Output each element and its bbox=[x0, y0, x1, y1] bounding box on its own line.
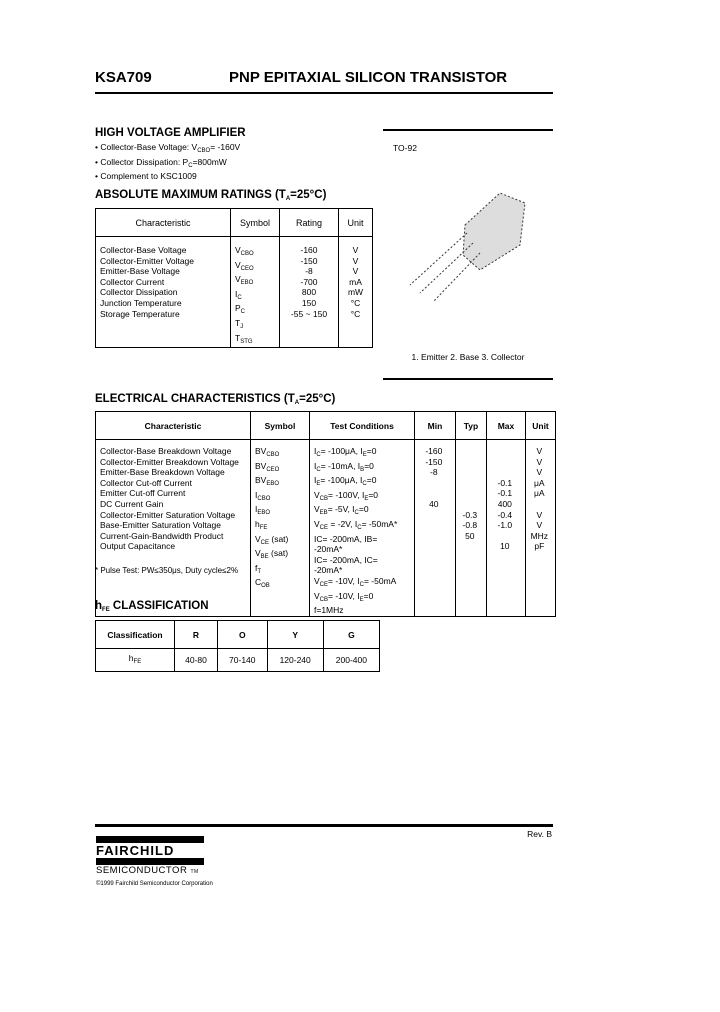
hfe-value: 40-80 bbox=[175, 649, 218, 672]
cell: -160 bbox=[425, 446, 445, 456]
cell bbox=[419, 531, 451, 542]
pin-labels: 1. Emitter 2. Base 3. Collector bbox=[411, 352, 525, 362]
cell: mA bbox=[349, 276, 362, 287]
column-u bbox=[339, 237, 373, 348]
cell: $I_C$ bbox=[235, 288, 242, 301]
cell bbox=[491, 457, 521, 468]
cell: V bbox=[536, 446, 545, 456]
cell: $T_J$ bbox=[235, 317, 244, 330]
col-header: Test Conditions bbox=[310, 412, 415, 440]
cell: V bbox=[352, 245, 359, 255]
cell: $V_{CB}= -100V$, $I_E=0$ bbox=[314, 489, 381, 502]
cell: Output Capacitance bbox=[100, 541, 178, 552]
cell: $h_{FE}$ bbox=[255, 518, 268, 531]
logo-text: FAIRCHILD bbox=[96, 843, 175, 858]
cell: $V_{EB}= -5V$, $I_C=0$ bbox=[314, 504, 371, 517]
cell: $I_{CBO}$ bbox=[255, 489, 271, 502]
part-number: KSA709 bbox=[95, 69, 152, 86]
cell bbox=[460, 488, 482, 499]
cell bbox=[419, 510, 451, 521]
col-header: Min bbox=[415, 412, 456, 440]
cell: -0.1 bbox=[497, 488, 515, 499]
cell bbox=[491, 446, 521, 457]
col-header: Symbol bbox=[251, 412, 310, 440]
header-rule bbox=[95, 92, 553, 94]
cell bbox=[419, 478, 451, 489]
column-c bbox=[96, 440, 251, 617]
cell: $f_T$ bbox=[255, 562, 262, 575]
column-c bbox=[96, 237, 231, 348]
col-header: Symbol bbox=[231, 209, 280, 237]
cell: -0.8 bbox=[462, 520, 480, 531]
cell: Base-Emitter Saturation Voltage bbox=[100, 520, 224, 531]
cell: Storage Temperature bbox=[100, 308, 180, 319]
electrical-table bbox=[95, 411, 556, 617]
cell: Collector-Emitter Voltage bbox=[100, 255, 195, 266]
cell: 800 bbox=[301, 287, 317, 298]
cell: Collector Current bbox=[100, 276, 165, 287]
feature-list bbox=[95, 142, 240, 182]
cell: $I_C= -100\mu A$, $I_E=0$ bbox=[314, 446, 379, 458]
cell: mW bbox=[347, 287, 364, 298]
hfe-title: $h_{FE}$ CLASSIFICATION bbox=[95, 600, 209, 613]
cell: $I_{EBO}$ bbox=[255, 504, 271, 517]
cell: Current-Gain-Bandwidth Product bbox=[100, 530, 226, 541]
cell: $BV_{CBO}$ bbox=[255, 446, 280, 458]
hfe-table bbox=[95, 620, 380, 672]
cell: Emitter-Base Voltage bbox=[100, 266, 180, 277]
cell bbox=[460, 446, 482, 457]
col-header: Max bbox=[487, 412, 526, 440]
cell: Collector-Emitter Saturation Voltage bbox=[100, 509, 238, 520]
cell: $V_{CE} = -2V$, $I_C= -50mA*$ bbox=[314, 518, 400, 531]
column-s bbox=[231, 237, 280, 348]
cell: Emitter Cut-off Current bbox=[100, 488, 188, 499]
cell: DC Current Gain bbox=[100, 498, 166, 509]
cell: $V_{CE}= -10V$, $I_C= -50mA$ bbox=[314, 575, 399, 588]
cell bbox=[419, 488, 451, 499]
cell bbox=[460, 457, 482, 468]
cell: -0.3 bbox=[462, 509, 480, 520]
cell: IC= -200mA, IB= -20mA* bbox=[314, 533, 378, 555]
cell: -1.0 bbox=[497, 520, 515, 531]
cell bbox=[419, 541, 451, 552]
cell: V bbox=[536, 456, 545, 467]
cell: 40 bbox=[429, 498, 441, 509]
cell bbox=[419, 520, 451, 531]
cell: Collector Cut-off Current bbox=[100, 477, 195, 488]
cell: Emitter-Base Breakdown Voltage bbox=[100, 467, 228, 478]
cell bbox=[530, 499, 551, 510]
package-bottom-rule bbox=[383, 378, 553, 380]
abs-max-title: ABSOLUTE MAXIMUM RATINGS $(T_A=25^\circ C)$ bbox=[95, 189, 327, 202]
feature-item: • Collector Dissipation: $P_C=800mW$ bbox=[95, 156, 227, 169]
column-u bbox=[526, 440, 556, 617]
cell: -8 bbox=[305, 266, 313, 277]
cell: $I_E= -100\mu A$, $I_C=0$ bbox=[314, 475, 379, 488]
feature-item: • Collector-Base Voltage: $V_{CBO}= -160V$ bbox=[95, 142, 241, 154]
cell: -700 bbox=[300, 276, 318, 287]
cell: 10 bbox=[500, 541, 512, 552]
package-top-rule bbox=[383, 129, 553, 131]
col-header: O bbox=[217, 621, 267, 649]
cell: -150 bbox=[300, 255, 318, 266]
cell bbox=[460, 467, 482, 478]
cell: $V_{CB}= -10V$, $I_E=0$ bbox=[314, 590, 376, 603]
row-label: $h_{FE}$ bbox=[96, 649, 175, 672]
hfe-value: 70-140 bbox=[217, 649, 267, 672]
cell: Collector-Base Breakdown Voltage bbox=[100, 446, 234, 456]
cell: Junction Temperature bbox=[100, 297, 182, 308]
cell: MHz bbox=[530, 530, 551, 541]
cell: $V_{CBO}$ bbox=[235, 245, 254, 257]
cell bbox=[491, 531, 521, 542]
cell: μA bbox=[534, 488, 547, 499]
col-header: Y bbox=[267, 621, 323, 649]
cell: $BV_{CEO}$ bbox=[255, 460, 280, 473]
cell: $V_{EBO}$ bbox=[235, 274, 254, 287]
cell: Collector Dissipation bbox=[100, 287, 178, 298]
cell: V bbox=[536, 467, 545, 478]
cell: f=1MHz bbox=[314, 605, 344, 616]
cell: °C bbox=[350, 308, 361, 319]
trademark: TM bbox=[190, 869, 199, 875]
cell: $T_{STG}$ bbox=[235, 332, 253, 345]
elec-title: ELECTRICAL CHARACTERISTICS $(T_A=25^\circ C)$ bbox=[95, 393, 336, 406]
col-header: Rating bbox=[280, 209, 339, 237]
cell: -0.1 bbox=[497, 477, 515, 488]
cell bbox=[460, 499, 482, 510]
cell: V bbox=[352, 255, 359, 266]
cell: 400 bbox=[497, 498, 515, 509]
col-header: Unit bbox=[526, 412, 556, 440]
col-header: G bbox=[323, 621, 379, 649]
logo-subtext: SEMICONDUCTOR bbox=[96, 865, 188, 876]
cell bbox=[460, 478, 482, 489]
table-body bbox=[96, 237, 373, 348]
revision: Rev. B bbox=[527, 829, 552, 839]
transistor-package-image bbox=[405, 185, 535, 305]
col-header: Classification bbox=[96, 621, 175, 649]
cell: $V_{BE}$ (sat) bbox=[255, 548, 291, 561]
cell: 150 bbox=[301, 297, 317, 308]
col-header: Characteristic bbox=[96, 412, 251, 440]
cell: -55 ~ 150 bbox=[290, 308, 328, 319]
cell: -150 bbox=[425, 456, 445, 467]
cell: 50 bbox=[465, 530, 477, 541]
column-t bbox=[310, 440, 415, 617]
column-s bbox=[251, 440, 310, 617]
column-typ bbox=[456, 440, 487, 617]
cell: μA bbox=[534, 477, 547, 488]
column-min bbox=[415, 440, 456, 617]
cell: -8 bbox=[430, 467, 440, 478]
cell bbox=[491, 467, 521, 478]
cell: $BV_{EBO}$ bbox=[255, 475, 280, 488]
cell: $C_{OB}$ bbox=[255, 577, 270, 590]
pulse-footnote: * Pulse Test: PW≤350μs, Duty cycle≤2% bbox=[95, 566, 239, 575]
cell: $P_C$ bbox=[235, 303, 246, 316]
cell: -160 bbox=[300, 245, 318, 255]
cell: -0.4 bbox=[497, 509, 515, 520]
hfe-value: 200-400 bbox=[323, 649, 379, 672]
table-row bbox=[96, 649, 380, 672]
cell: V bbox=[536, 520, 545, 531]
cell: °C bbox=[350, 297, 361, 308]
table-body bbox=[96, 440, 556, 617]
column-max bbox=[487, 440, 526, 617]
cell: $V_{CE}$ (sat) bbox=[255, 533, 291, 546]
abs-max-table bbox=[95, 208, 373, 348]
cell: Collector-Base Voltage bbox=[100, 245, 187, 255]
cell: V bbox=[352, 266, 359, 277]
cell: pF bbox=[534, 541, 547, 552]
feature-item: • Complement to KSC1009 bbox=[95, 171, 197, 182]
col-header: Typ bbox=[456, 412, 487, 440]
copyright: ©1999 Fairchild Semiconductor Corporation bbox=[96, 881, 213, 887]
column-r bbox=[280, 237, 339, 348]
cell: V bbox=[536, 509, 545, 520]
features-title: HIGH VOLTAGE AMPLIFIER bbox=[95, 127, 246, 139]
package-name: TO-92 bbox=[393, 143, 417, 153]
col-header: R bbox=[175, 621, 218, 649]
cell bbox=[460, 541, 482, 552]
hfe-value: 120-240 bbox=[267, 649, 323, 672]
cell: $I_C= -10mA$, $I_B=0$ bbox=[314, 460, 377, 473]
col-header: Characteristic bbox=[96, 209, 231, 237]
page-title: PNP EPITAXIAL SILICON TRANSISTOR bbox=[229, 69, 508, 86]
footer-rule bbox=[95, 824, 553, 827]
col-header: Unit bbox=[339, 209, 373, 237]
fairchild-logo bbox=[96, 836, 204, 878]
cell: $V_{CEO}$ bbox=[235, 259, 254, 272]
cell: Collector-Emitter Breakdown Voltage bbox=[100, 456, 242, 467]
cell: IC= -200mA, IC= -20mA* bbox=[314, 554, 378, 576]
